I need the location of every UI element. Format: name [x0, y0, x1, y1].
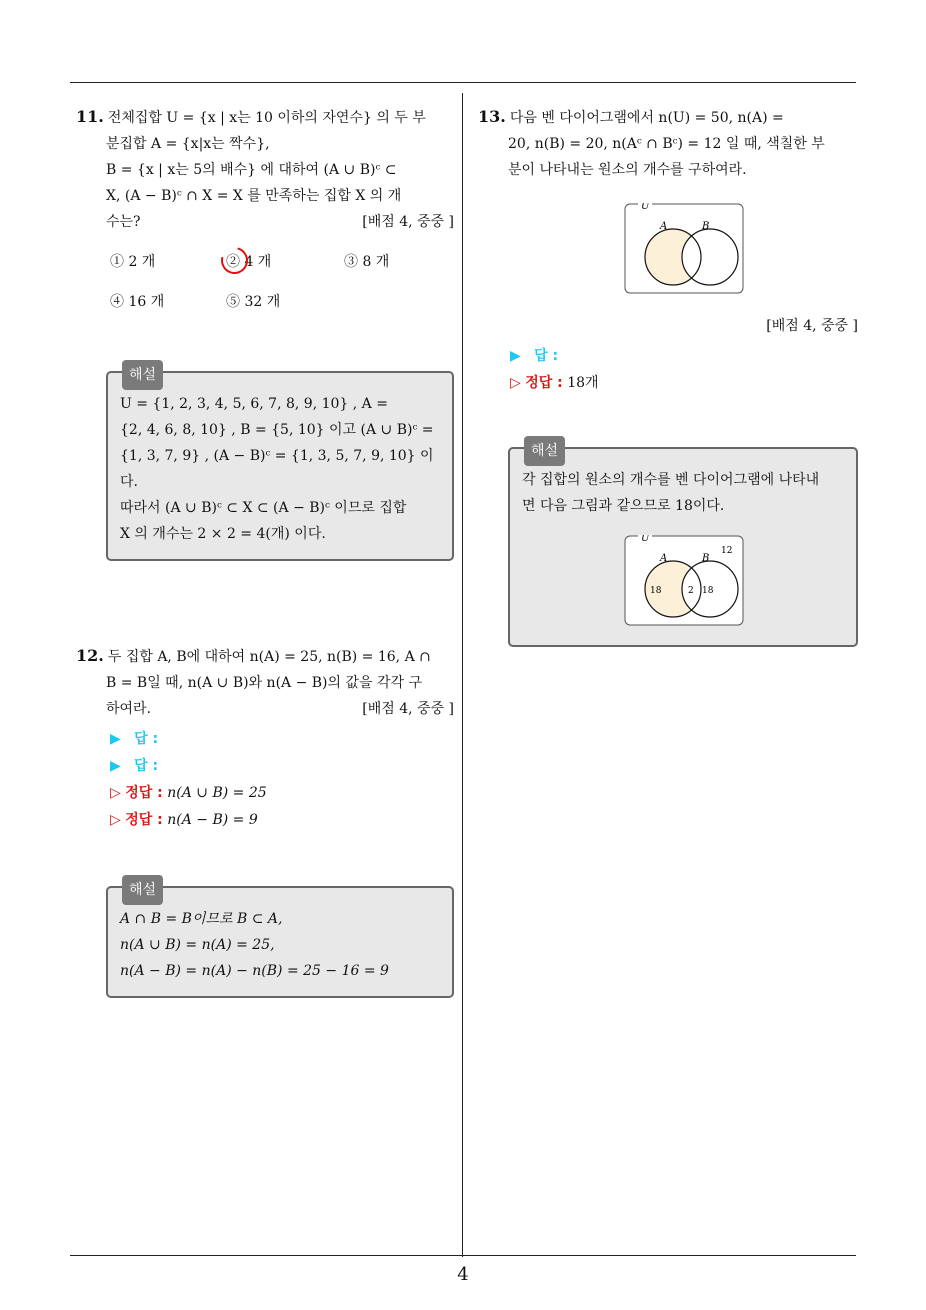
- value-b-only: 18: [702, 586, 714, 596]
- label-b: B: [702, 553, 710, 564]
- choice-5[interactable]: ⑤ 32 개: [226, 294, 281, 310]
- correct-answer-line: [76, 780, 454, 807]
- explanation-tag: 해설: [122, 875, 163, 905]
- explanation-line: X 의 개수는 2 × 2 = 4(개) 이다.: [120, 526, 326, 542]
- left-column: [76, 104, 454, 998]
- explanation-line: 따라서 (A ∪ B)ᶜ ⊂ X ⊂ (A − B)ᶜ 이므로 집합: [120, 500, 407, 516]
- correct-label: 정답 :: [525, 375, 563, 391]
- correct-value: n(A − B) = 9: [167, 812, 258, 828]
- label-a: A: [660, 553, 668, 564]
- outline-triangle-icon: ▷: [510, 375, 521, 391]
- question-text-line: 분집합 A = {x|x는 짝수},: [106, 136, 270, 152]
- answer-line: [76, 726, 454, 753]
- correct-value: 18개: [567, 375, 599, 391]
- venn-diagram: [624, 203, 744, 295]
- selected-mark-icon: [216, 242, 253, 279]
- explanation-box: [106, 367, 454, 561]
- explanation-box: [106, 882, 454, 998]
- venn-diagram-2-svg: [624, 535, 744, 627]
- question-text-line: 수는?: [106, 214, 141, 230]
- answer-choices: [76, 251, 454, 331]
- choice-3[interactable]: ③ 8 개: [344, 254, 390, 270]
- question-text-line: 전체집합 U = {x | x는 10 이하의 자연수} 의 두 부: [107, 110, 426, 126]
- footer-rule: [70, 1255, 856, 1256]
- value-both: 2: [688, 586, 694, 596]
- question-11: [76, 104, 454, 235]
- question-text-line: 하여라.: [106, 701, 152, 717]
- correct-label: 정답 :: [125, 812, 163, 828]
- answer-label: 답 :: [134, 758, 159, 774]
- explanation-line: 면 다음 그림과 같으므로 18이다.: [522, 498, 725, 514]
- answer-section: [476, 343, 858, 397]
- explanation-line: {2, 4, 6, 8, 10} , B = {5, 10} 이고 (A ∪ B)ᶜ =: [120, 422, 434, 438]
- label-a: A: [660, 221, 668, 232]
- question-13: [478, 104, 858, 183]
- answer-section: [76, 726, 454, 834]
- question-text-line: 20, n(B) = 20, n(Aᶜ ∩ Bᶜ) = 12 일 때, 색칠한 부: [508, 136, 825, 152]
- value-outside: 12: [721, 546, 733, 556]
- question-number: 12.: [76, 646, 104, 665]
- choice-4[interactable]: ④ 16 개: [110, 294, 165, 310]
- outline-triangle-icon: ▷: [110, 812, 121, 828]
- score-meta: [배점 4, 중중 ]: [362, 701, 454, 717]
- play-triangle-icon: ▶: [110, 731, 121, 747]
- play-triangle-icon: ▶: [510, 348, 521, 364]
- answer-line: [76, 753, 454, 780]
- question-number: 11.: [76, 107, 104, 126]
- label-u: U: [641, 203, 650, 212]
- question-text-line: 다음 벤 다이어그램에서 n(U) = 50, n(A) =: [509, 110, 784, 126]
- explanation-line: U = {1, 2, 3, 4, 5, 6, 7, 8, 9, 10} , A =: [120, 396, 388, 412]
- label-b: B: [702, 221, 710, 232]
- correct-value: n(A ∪ B) = 25: [167, 785, 267, 801]
- explanation-line: n(A − B) = n(A) − n(B) = 25 − 16 = 9: [120, 963, 389, 979]
- page-number: 4: [457, 1264, 469, 1285]
- right-column: [478, 104, 858, 647]
- explanation-line: n(A ∪ B) = n(A) = 25,: [120, 937, 275, 953]
- correct-answer-line: [76, 807, 454, 834]
- choice-2[interactable]: ② 4 개: [226, 251, 271, 271]
- question-12: [76, 643, 454, 722]
- correct-label: 정답 :: [125, 785, 163, 801]
- play-triangle-icon: ▶: [110, 758, 121, 774]
- choice-1[interactable]: ① 2 개: [110, 254, 156, 270]
- explanation-tag: 해설: [524, 436, 565, 466]
- venn-diagram-2: [624, 535, 744, 627]
- question-number: 13.: [478, 107, 506, 126]
- value-a-only: 18: [650, 586, 662, 596]
- correct-answer-line: [476, 370, 858, 397]
- score-meta: [배점 4, 중중 ]: [362, 214, 454, 230]
- answer-line: [476, 343, 858, 370]
- explanation-box: [508, 443, 858, 647]
- explanation-line: {1, 3, 7, 9} , (A − B)ᶜ = {1, 3, 5, 7, 9, 10} 이다.: [120, 448, 434, 490]
- question-text-line: 두 집합 A, B에 대하여 n(A) = 25, n(B) = 16, A ∩: [107, 649, 431, 665]
- question-text-line: B = B일 때, n(A ∪ B)와 n(A − B)의 값을 각각 구: [106, 675, 423, 691]
- question-text-line: B = {x | x는 5의 배수} 에 대하여 (A ∪ B)ᶜ ⊂: [106, 162, 397, 178]
- column-divider: [462, 93, 463, 1257]
- explanation-line: 각 집합의 원소의 개수를 벤 다이어그램에 나타내: [522, 472, 820, 488]
- explanation-line: A ∩ B = B이므로 B ⊂ A,: [120, 911, 283, 927]
- explanation-tag: 해설: [122, 360, 163, 390]
- label-u: U: [641, 535, 650, 544]
- question-text-line: 분이 나타내는 원소의 개수를 구하여라.: [508, 162, 747, 178]
- score-meta: [배점 4, 중중 ]: [766, 318, 858, 334]
- venn-diagram-svg: [624, 203, 744, 295]
- header-rule: [70, 82, 856, 83]
- outline-triangle-icon: ▷: [110, 785, 121, 801]
- answer-label: 답 :: [534, 348, 559, 364]
- answer-label: 답 :: [134, 731, 159, 747]
- question-text-line: X, (A − B)ᶜ ∩ X = X 를 만족하는 집합 X 의 개: [106, 188, 402, 204]
